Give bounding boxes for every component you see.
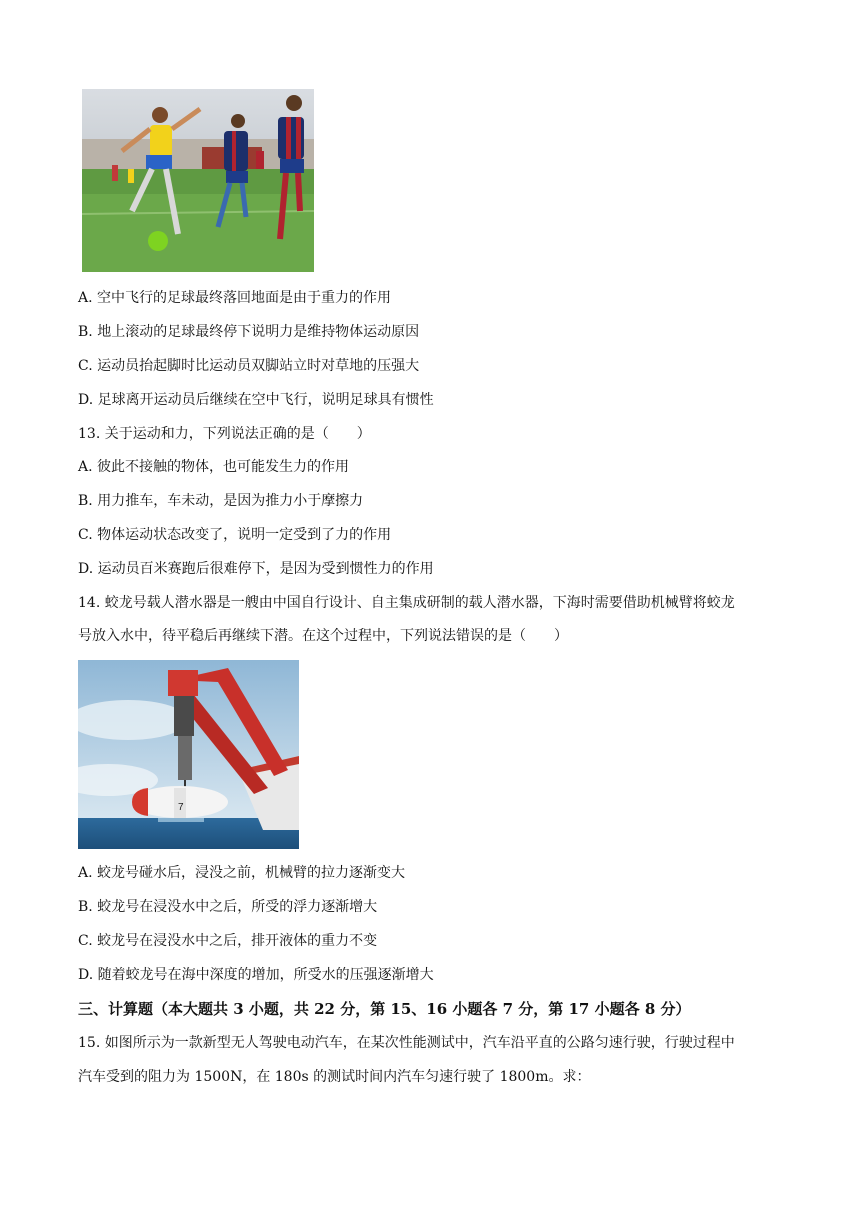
q12-option-b: B. 地上滚动的足球最终停下说明力是维持物体运动原因 [78,324,420,340]
q14-option-a: A. 蛟龙号碰水后，浸没之前，机械臂的拉力逐渐变大 [78,865,406,881]
jiaolong-submersible-image [78,660,299,849]
svg-text:7: 7 [178,802,184,813]
q14-stem-line2: 号放入水中，待平稳后再继续下潜。在这个过程中，下列说法错误的是（ ） [78,628,568,644]
q14-option-d: D. 随着蛟龙号在海中深度的增加，所受水的压强逐渐增大 [78,967,434,983]
q12-option-d: D. 足球离开运动员后继续在空中飞行，说明足球具有惯性 [78,392,434,408]
section-3-heading: 三、计算题（本大题共 3 小题，共 22 分，第 15、16 小题各 7 分，第 17 小题各 8 分） [78,1000,691,1018]
soccer-photo [82,89,314,272]
submersible-photo [78,660,299,849]
q14-stem-line1: 14. 蛟龙号载人潜水器是一艘由中国自行设计、自主集成研制的载人潜水器，下海时需要借助机械臂将蛟龙 [78,595,735,611]
q13-option-a: A. 彼此不接触的物体，也可能发生力的作用 [78,459,350,475]
q15-line1: 15. 如图所示为一款新型无人驾驶电动汽车，在某次性能测试中，汽车沿平直的公路匀速行驶，行驶过程中 [78,1035,735,1051]
soccer-players-image [82,89,314,272]
q13-option-d: D. 运动员百米赛跑后很难停下，是因为受到惯性力的作用 [78,561,434,577]
q14-option-b: B. 蛟龙号在浸没水中之后，所受的浮力逐渐增大 [78,899,378,915]
q13-option-b: B. 用力推车，车未动，是因为推力小于摩擦力 [78,493,364,509]
q13-option-c: C. 物体运动状态改变了，说明一定受到了力的作用 [78,527,392,543]
q15-line2: 汽车受到的阻力为 1500N，在 180s 的测试时间内汽车匀速行驶了 1800m。求： [78,1069,591,1085]
q13-stem: 13. 关于运动和力，下列说法正确的是（ ） [78,426,371,442]
q12-option-a: A. 空中飞行的足球最终落回地面是由于重力的作用 [78,290,392,306]
q14-option-c: C. 蛟龙号在浸没水中之后，排开液体的重力不变 [78,933,378,949]
q12-option-c: C. 运动员抬起脚时比运动员双脚站立时对草地的压强大 [78,358,420,374]
